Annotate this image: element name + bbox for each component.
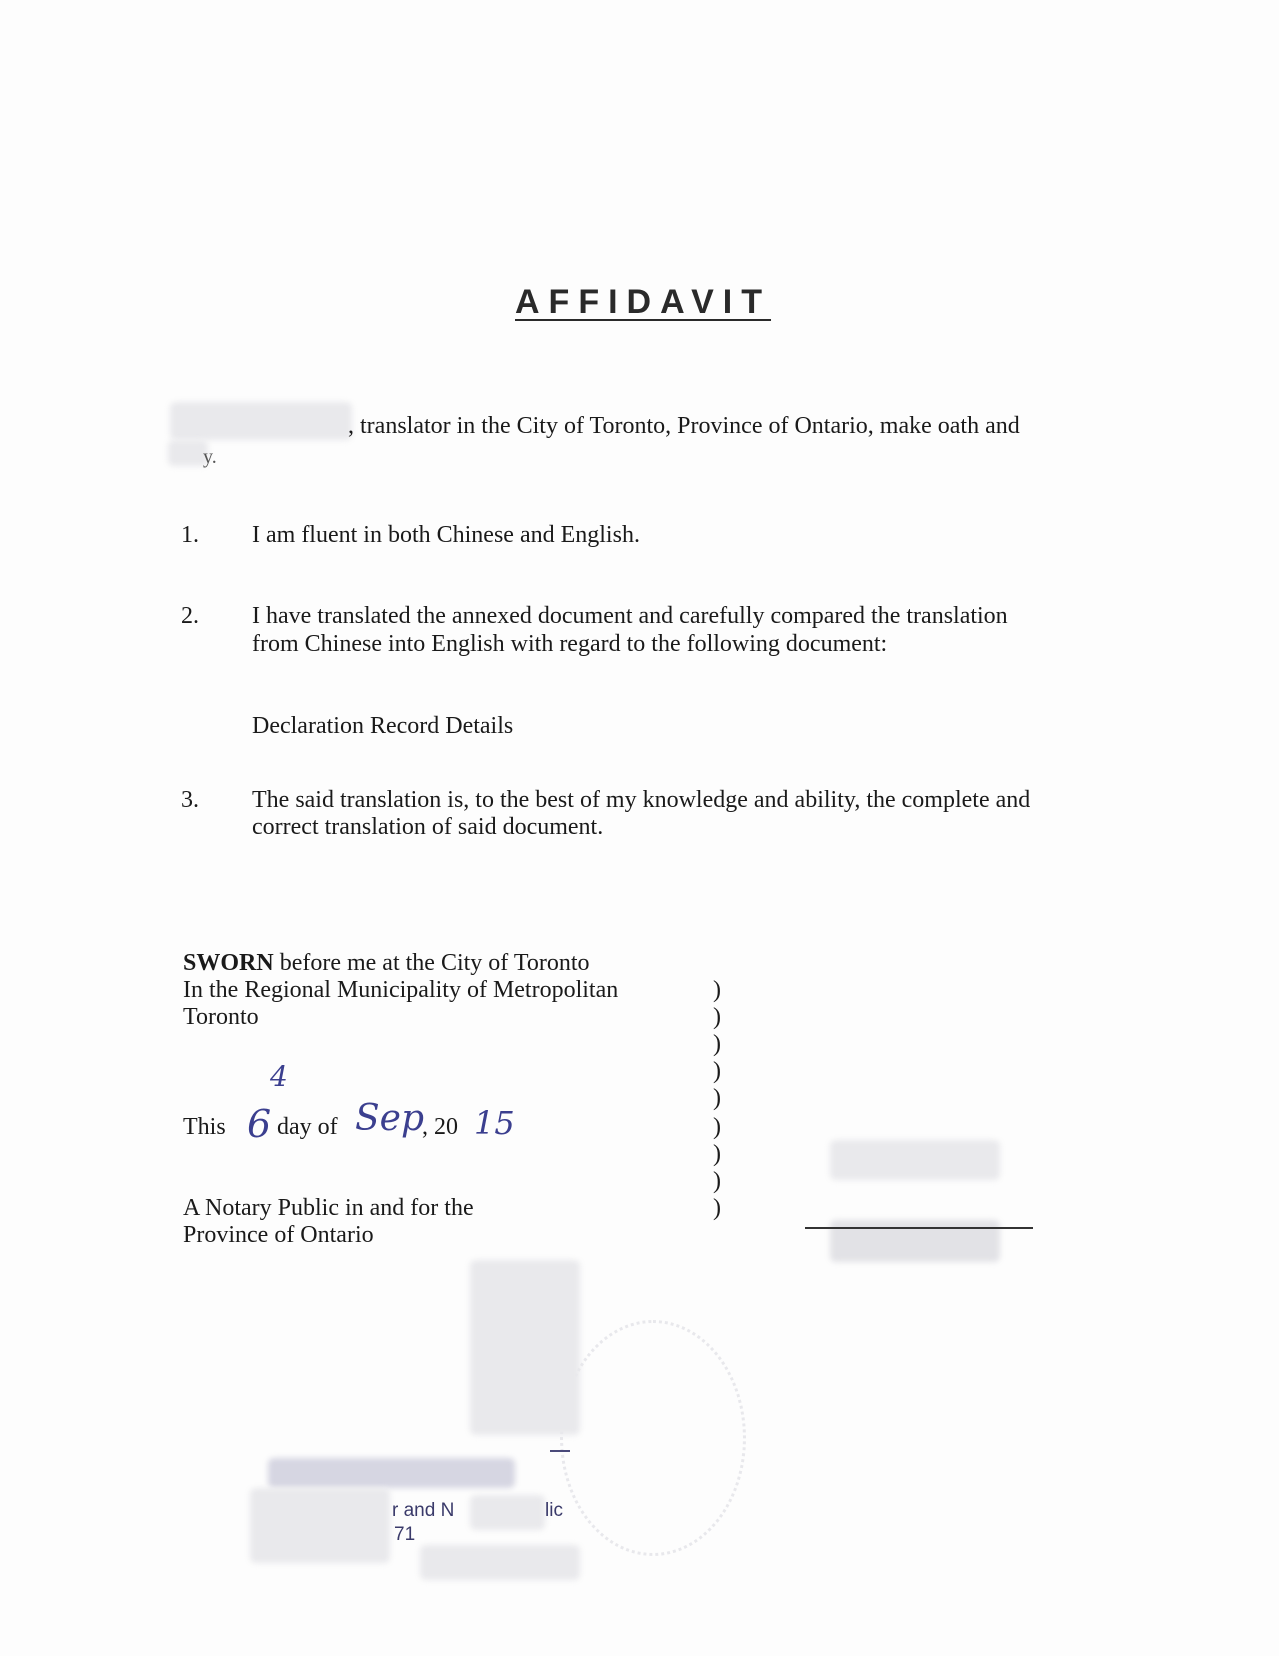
item-3-line-2: correct translation of said document. (252, 814, 604, 840)
redacted-name-tail (168, 440, 208, 466)
document-name: Declaration Record Details (252, 713, 514, 739)
redacted-translator-signature (830, 1140, 1000, 1180)
translator-signature-line (805, 1227, 1033, 1229)
stamp-text-line-2: 71 (394, 1524, 416, 1545)
notary-embossed-seal (560, 1320, 746, 1556)
handwritten-day: 6 (247, 1102, 272, 1146)
redacted-notary-stamp-bottom (420, 1545, 580, 1580)
intro-line-2: y. (203, 446, 217, 468)
redacted-notary-stamp-middle (470, 1495, 545, 1530)
redacted-name (170, 402, 352, 440)
stamp-text-line-1-right: lic (545, 1500, 563, 1521)
item-2-line-2: from Chinese into English with regard to the following document: (252, 631, 888, 657)
sworn-rest: before me at the City of Toronto (273, 950, 590, 976)
stamp-text-line-1-left: r and N (392, 1500, 455, 1521)
day-of-label: day of (277, 1114, 338, 1140)
item-number-3: 3. (181, 787, 199, 813)
handwritten-month: Sep (355, 1098, 425, 1139)
document-title: AFFIDAVIT (515, 283, 772, 321)
year-prefix: , 20 (422, 1114, 458, 1140)
item-2-line-1: I have translated the annexed document and carefully compared the translation (252, 603, 1008, 629)
paren-9: ) (713, 1195, 721, 1221)
paren-1: ) (713, 977, 721, 1003)
handwritten-day-mark: 4 (270, 1060, 288, 1093)
paren-4: ) (713, 1058, 721, 1084)
redacted-notary-stamp-name (268, 1458, 515, 1488)
jurat-line-3: Toronto (183, 1004, 259, 1030)
paren-3: ) (713, 1031, 721, 1057)
paren-6: ) (713, 1114, 721, 1140)
item-number-2: 2. (181, 603, 199, 629)
notary-line-1: A Notary Public in and for the (183, 1195, 474, 1221)
jurat-line-2: In the Regional Municipality of Metropolitan (183, 977, 619, 1003)
item-number-1: 1. (181, 522, 199, 548)
paren-8: ) (713, 1168, 721, 1194)
notary-signature-stroke (550, 1450, 570, 1452)
paren-7: ) (713, 1141, 721, 1167)
handwritten-year: 15 (474, 1104, 515, 1142)
item-1-line-1: I am fluent in both Chinese and English. (252, 522, 640, 548)
redacted-notary-signature (470, 1260, 580, 1435)
redacted-notary-stamp-body (250, 1488, 390, 1563)
paren-2: ) (713, 1004, 721, 1030)
notary-line-2: Province of Ontario (183, 1222, 374, 1248)
intro-line-1: , translator in the City of Toronto, Province of Ontario, make oath and (348, 413, 1020, 439)
sworn-bold: SWORN (183, 950, 274, 976)
item-3-line-1: The said translation is, to the best of my knowledge and ability, the complete and (252, 787, 1031, 813)
sworn-line (183, 949, 589, 978)
paren-5: ) (713, 1085, 721, 1111)
this-label: This (183, 1114, 226, 1140)
